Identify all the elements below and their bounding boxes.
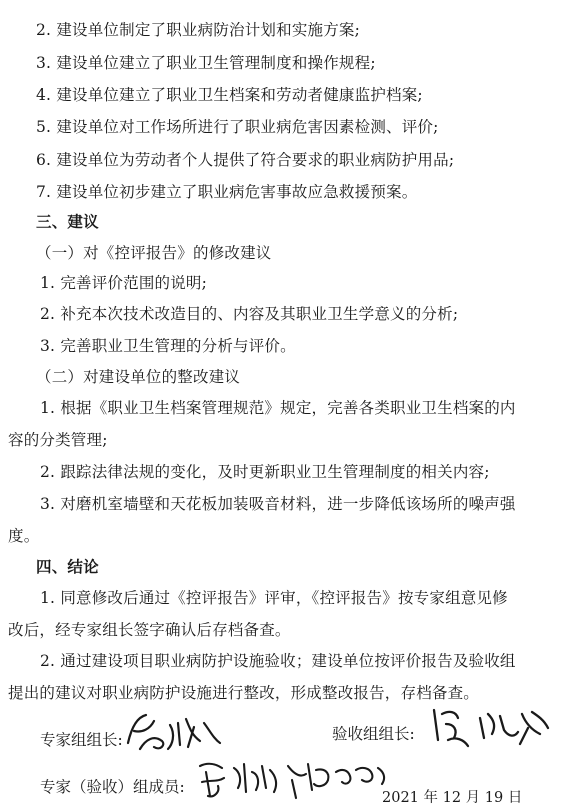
suggestion-item-1: 1. 完善评价范围的说明; xyxy=(40,274,208,292)
rectification-item-1-line1: 1. 根据《职业卫生档案管理规范》规定，完善各类职业卫生档案的内 xyxy=(40,399,516,417)
conclusion-item-5: 5. 建设单位对工作场所进行了职业病危害因素检测、评价; xyxy=(36,118,439,136)
conclusion-para-1-line2: 改后，经专家组长签字确认后存档备查。 xyxy=(8,621,291,639)
expert-leader-label: 专家组组长: xyxy=(40,731,123,749)
section-heading-conclusion: 四、结论 xyxy=(36,558,99,576)
conclusion-item-4: 4. 建设单位建立了职业卫生档案和劳动者健康监护档案; xyxy=(36,86,423,104)
section-heading-suggestions: 三、建议 xyxy=(36,213,99,231)
document-date: 2021 年 12 月 19 日 xyxy=(382,790,523,806)
acceptance-leader-signature xyxy=(428,700,558,750)
suggestion-item-2: 2. 补充本次技术改造目的、内容及其职业卫生学意义的分析; xyxy=(40,305,459,323)
rectification-item-2: 2. 跟踪法律法规的变化，及时更新职业卫生管理制度的相关内容; xyxy=(40,463,490,481)
expert-leader-signature xyxy=(120,705,240,755)
rectification-item-3-line1: 3. 对磨机室墙壁和天花板加装吸音材料，进一步降低该场所的噪声强 xyxy=(40,495,516,513)
members-label: 专家（验收）组成员: xyxy=(40,778,185,796)
conclusion-item-3: 3. 建设单位建立了职业卫生管理制度和操作规程; xyxy=(36,54,376,72)
conclusion-para-1-line1: 1. 同意修改后通过《控评报告》评审，《控评报告》按专家组意见修 xyxy=(40,589,508,607)
conclusion-para-2-line1: 2. 通过建设项目职业病防护设施验收；建设单位按评价报告及验收组 xyxy=(40,652,516,670)
conclusion-para-2-line2: 提出的建议对职业病防护设施进行整改，形成整改报告，存档备查。 xyxy=(8,684,480,702)
subsection-title-rectification: （二）对建设单位的整改建议 xyxy=(36,368,241,386)
conclusion-item-6: 6. 建设单位为劳动者个人提供了符合要求的职业病防护用品; xyxy=(36,151,455,169)
rectification-item-1-line2: 容的分类管理; xyxy=(8,431,108,449)
conclusion-item-2: 2. 建设单位制定了职业病防治计划和实施方案; xyxy=(36,21,361,39)
subsection-title-report-revisions: （一）对《控评报告》的修改建议 xyxy=(36,244,272,262)
suggestion-item-3: 3. 完善职业卫生管理的分析与评价。 xyxy=(40,337,296,355)
acceptance-leader-label: 验收组组长: xyxy=(332,725,415,743)
rectification-item-3-line2: 度。 xyxy=(8,527,40,545)
members-signature xyxy=(196,752,396,802)
conclusion-item-7: 7. 建设单位初步建立了职业病危害事故应急救援预案。 xyxy=(36,183,418,201)
